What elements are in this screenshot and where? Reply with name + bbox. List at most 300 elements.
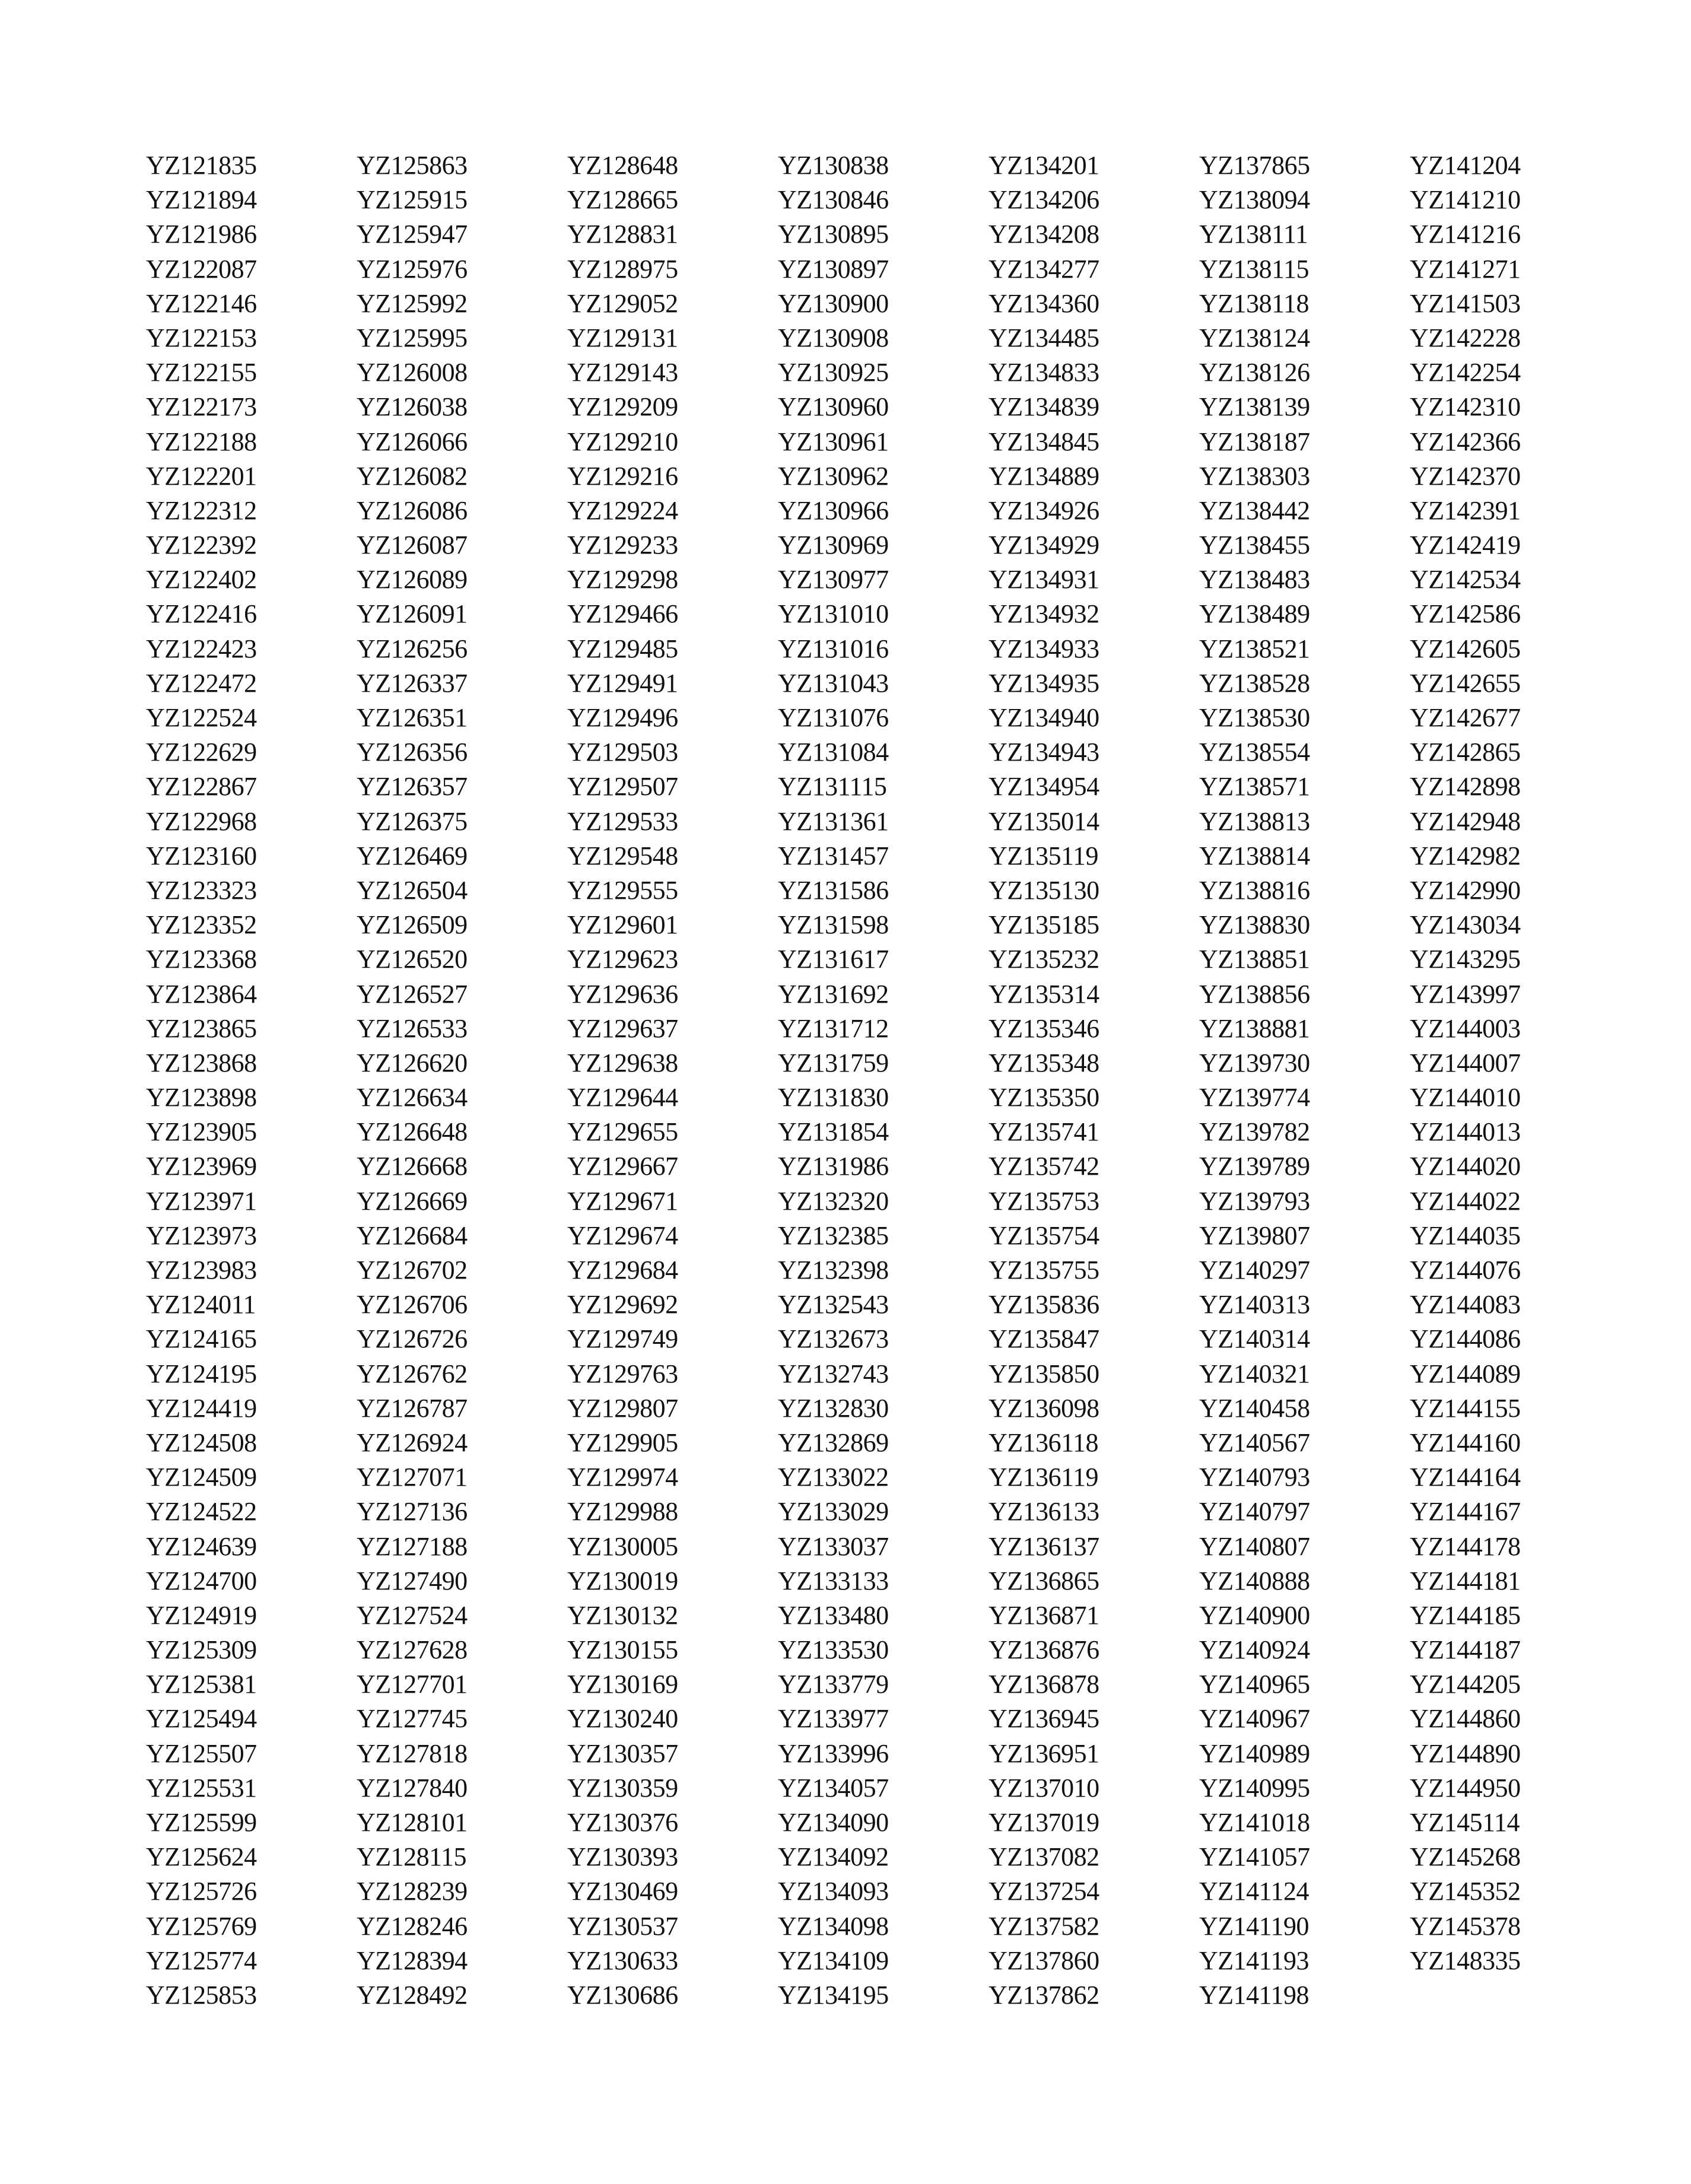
id-entry: YZ129988 [567, 1497, 678, 1527]
id-entry: YZ141503 [1410, 288, 1521, 318]
id-entry: YZ131457 [778, 841, 889, 870]
id-entry: YZ127136 [357, 1497, 468, 1527]
id-entry: YZ125863 [357, 151, 468, 180]
id-entry: YZ122629 [146, 737, 257, 767]
id-entry: YZ129503 [567, 737, 678, 767]
id-entry: YZ131076 [778, 703, 889, 732]
id-entry: YZ142677 [1410, 703, 1521, 732]
id-entry: YZ141216 [1410, 220, 1521, 249]
id-entry: YZ144205 [1410, 1670, 1521, 1699]
id-entry: YZ134201 [988, 151, 1099, 180]
id-entry: YZ135350 [988, 1083, 1099, 1112]
id-entry: YZ140965 [1199, 1670, 1310, 1699]
id-entry: YZ141190 [1199, 1911, 1309, 1941]
id-entry: YZ130838 [778, 151, 889, 180]
id-entry: YZ122392 [146, 530, 257, 560]
id-entry: YZ139774 [1199, 1083, 1310, 1112]
id-entry: YZ138571 [1199, 772, 1310, 802]
id-entry: YZ129905 [567, 1428, 678, 1457]
id-entry: YZ134485 [988, 323, 1099, 352]
id-entry: YZ148335 [1410, 1945, 1521, 1975]
id-entry: YZ134195 [778, 1980, 889, 2010]
id-column-1 [142, 148, 353, 2013]
id-entry: YZ135850 [988, 1359, 1099, 1388]
id-entry: YZ144010 [1410, 1083, 1521, 1112]
id-entry: YZ140458 [1199, 1393, 1310, 1423]
id-entry: YZ129298 [567, 565, 678, 595]
id-entry: YZ138483 [1199, 565, 1310, 595]
id-entry: YZ126520 [357, 945, 468, 974]
id-entry: YZ134935 [988, 668, 1099, 698]
id-entry: YZ126337 [357, 668, 468, 698]
id-entry: YZ124639 [146, 1531, 257, 1561]
id-entry: YZ132830 [778, 1393, 889, 1423]
id-entry: YZ141018 [1199, 1808, 1310, 1837]
id-entry: YZ142254 [1410, 358, 1521, 387]
id-entry: YZ130966 [778, 495, 889, 525]
id-entry: YZ129638 [567, 1048, 678, 1077]
id-entry: YZ129052 [567, 288, 678, 318]
id-entry: YZ126527 [357, 979, 468, 1009]
id-entry: YZ130155 [567, 1635, 678, 1665]
id-entry: YZ130962 [778, 461, 889, 491]
id-entry: YZ129485 [567, 634, 678, 663]
id-entry: YZ142865 [1410, 737, 1521, 767]
id-entry: YZ137254 [988, 1877, 1099, 1906]
id-entry: YZ130537 [567, 1911, 678, 1941]
id-entry: YZ144950 [1410, 1773, 1521, 1802]
id-entry: YZ140989 [1199, 1738, 1310, 1768]
id-entry: YZ134943 [988, 737, 1099, 767]
id-entry: YZ126008 [357, 358, 468, 387]
id-entry: YZ135836 [988, 1290, 1099, 1320]
id-entry: YZ131043 [778, 668, 889, 698]
id-entry: YZ138118 [1199, 288, 1309, 318]
id-entry: YZ140900 [1199, 1600, 1310, 1630]
id-entry: YZ141124 [1199, 1877, 1309, 1906]
id-entry: YZ130908 [778, 323, 889, 352]
id-entry: YZ125726 [146, 1877, 257, 1906]
id-entry: YZ124419 [146, 1393, 257, 1423]
id-entry: YZ144160 [1410, 1428, 1521, 1457]
id-entry: YZ126533 [357, 1013, 468, 1043]
id-entry: YZ142391 [1410, 495, 1521, 525]
id-entry: YZ131986 [778, 1152, 889, 1181]
id-entry: YZ123969 [146, 1152, 257, 1181]
id-entry: YZ130969 [778, 530, 889, 560]
id-column-4 [774, 148, 985, 2013]
id-entry: YZ130005 [567, 1531, 678, 1561]
id-entry: YZ129131 [567, 323, 678, 352]
id-entry: YZ134931 [988, 565, 1099, 595]
id-entry: YZ138111 [1199, 220, 1308, 249]
id-column-6 [1196, 148, 1406, 2013]
id-entry: YZ131692 [778, 979, 889, 1009]
id-entry: YZ144178 [1410, 1531, 1521, 1561]
id-entry: YZ142990 [1410, 875, 1521, 905]
id-entry: YZ137860 [988, 1945, 1099, 1975]
id-entry: YZ123352 [146, 910, 257, 940]
id-entry: YZ134109 [778, 1945, 889, 1975]
id-entry: YZ142366 [1410, 427, 1521, 456]
id-entry: YZ138851 [1199, 945, 1310, 974]
id-entry: YZ129533 [567, 806, 678, 836]
id-entry: YZ134057 [778, 1773, 889, 1802]
id-entry: YZ144086 [1410, 1324, 1521, 1354]
id-entry: YZ140321 [1199, 1359, 1310, 1388]
id-entry: YZ133977 [778, 1704, 889, 1734]
id-entry: YZ122968 [146, 806, 257, 836]
id-entry: YZ134932 [988, 599, 1099, 629]
id-column-5 [985, 148, 1196, 2013]
id-entry: YZ122087 [146, 254, 257, 284]
id-list-grid [142, 148, 1555, 2013]
id-entry: YZ138881 [1199, 1013, 1310, 1043]
id-entry: YZ138813 [1199, 806, 1310, 836]
id-entry: YZ134208 [988, 220, 1099, 249]
id-entry: YZ129637 [567, 1013, 678, 1043]
id-entry: YZ134954 [988, 772, 1099, 802]
id-entry: YZ124919 [146, 1600, 257, 1630]
id-entry: YZ144035 [1410, 1220, 1521, 1250]
id-entry: YZ126762 [357, 1359, 468, 1388]
id-entry: YZ135742 [988, 1152, 1099, 1181]
id-entry: YZ144003 [1410, 1013, 1521, 1043]
id-entry: YZ132385 [778, 1220, 889, 1250]
id-entry: YZ131854 [778, 1117, 889, 1147]
id-entry: YZ123905 [146, 1117, 257, 1147]
id-entry: YZ123973 [146, 1220, 257, 1250]
id-entry: YZ124508 [146, 1428, 257, 1457]
id-entry: YZ138814 [1199, 841, 1310, 870]
id-entry: YZ135753 [988, 1186, 1099, 1216]
id-entry: YZ126256 [357, 634, 468, 663]
id-entry: YZ144185 [1410, 1600, 1521, 1630]
id-entry: YZ142982 [1410, 841, 1521, 870]
id-entry: YZ134933 [988, 634, 1099, 663]
id-entry: YZ125853 [146, 1980, 257, 2010]
id-entry: YZ131115 [778, 772, 887, 802]
id-entry: YZ145114 [1410, 1808, 1520, 1837]
id-entry: YZ129671 [567, 1186, 678, 1216]
id-entry: YZ126634 [357, 1083, 468, 1112]
id-entry: YZ128115 [357, 1842, 467, 1872]
id-entry: YZ129807 [567, 1393, 678, 1423]
id-entry: YZ131586 [778, 875, 889, 905]
id-entry: YZ125915 [357, 185, 468, 215]
id-entry: YZ138554 [1199, 737, 1310, 767]
id-entry: YZ130961 [778, 427, 889, 456]
id-entry: YZ125381 [146, 1670, 257, 1699]
id-entry: YZ129224 [567, 495, 678, 525]
id-entry: YZ137862 [988, 1980, 1099, 2010]
id-entry: YZ137582 [988, 1911, 1099, 1941]
id-entry: YZ122146 [146, 288, 257, 318]
id-entry: YZ128246 [357, 1911, 468, 1941]
id-entry: YZ133779 [778, 1670, 889, 1699]
id-entry: YZ142948 [1410, 806, 1521, 836]
id-entry: YZ126082 [357, 461, 468, 491]
id-entry: YZ123368 [146, 945, 257, 974]
id-entry: YZ131361 [778, 806, 889, 836]
id-entry: YZ135741 [988, 1117, 1099, 1147]
id-entry: YZ134940 [988, 703, 1099, 732]
id-entry: YZ124700 [146, 1566, 257, 1595]
id-entry: YZ138139 [1199, 392, 1310, 422]
id-entry: YZ136137 [988, 1531, 1099, 1561]
id-entry: YZ135232 [988, 945, 1099, 974]
id-entry: YZ138126 [1199, 358, 1310, 387]
id-entry: YZ133996 [778, 1738, 889, 1768]
id-entry: YZ127524 [357, 1600, 468, 1630]
id-entry: YZ140924 [1199, 1635, 1310, 1665]
id-entry: YZ133530 [778, 1635, 889, 1665]
id-entry: YZ134360 [988, 288, 1099, 318]
id-entry: YZ144022 [1410, 1186, 1521, 1216]
id-entry: YZ131712 [778, 1013, 889, 1043]
id-entry: YZ145378 [1410, 1911, 1521, 1941]
id-entry: YZ122188 [146, 427, 257, 456]
id-entry: YZ132320 [778, 1186, 889, 1216]
id-entry: YZ126504 [357, 875, 468, 905]
id-entry: YZ125599 [146, 1808, 257, 1837]
id-entry: YZ125494 [146, 1704, 257, 1734]
id-entry: YZ138528 [1199, 668, 1310, 698]
id-entry: YZ135014 [988, 806, 1099, 836]
id-column-3 [564, 148, 774, 2013]
id-entry: YZ134093 [778, 1877, 889, 1906]
id-entry: YZ133480 [778, 1600, 889, 1630]
id-entry: YZ126357 [357, 772, 468, 802]
id-entry: YZ144187 [1410, 1635, 1521, 1665]
id-entry: YZ142534 [1410, 565, 1521, 595]
id-entry: YZ141204 [1410, 151, 1521, 180]
id-entry: YZ142228 [1410, 323, 1521, 352]
id-entry: YZ126087 [357, 530, 468, 560]
id-entry: YZ129655 [567, 1117, 678, 1147]
id-entry: YZ126726 [357, 1324, 468, 1354]
id-entry: YZ129496 [567, 703, 678, 732]
id-entry: YZ141210 [1410, 185, 1521, 215]
id-entry: YZ129210 [567, 427, 678, 456]
id-entry: YZ140888 [1199, 1566, 1310, 1595]
id-entry: YZ134277 [988, 254, 1099, 284]
id-entry: YZ134092 [778, 1842, 889, 1872]
id-entry: YZ122423 [146, 634, 257, 663]
id-entry: YZ121986 [146, 220, 257, 249]
id-entry: YZ133037 [778, 1531, 889, 1561]
id-entry: YZ138856 [1199, 979, 1310, 1009]
id-entry: YZ121835 [146, 151, 257, 180]
id-entry: YZ130895 [778, 220, 889, 249]
id-entry: YZ130469 [567, 1877, 678, 1906]
id-column-2 [353, 148, 564, 2013]
id-entry: YZ126038 [357, 392, 468, 422]
id-entry: YZ130357 [567, 1738, 678, 1768]
id-entry: YZ123971 [146, 1186, 257, 1216]
id-entry: YZ126702 [357, 1255, 468, 1285]
id-entry: YZ138115 [1199, 254, 1309, 284]
id-entry: YZ145268 [1410, 1842, 1521, 1872]
id-entry: YZ129601 [567, 910, 678, 940]
id-entry: YZ124195 [146, 1359, 257, 1388]
id-entry: YZ129636 [567, 979, 678, 1009]
id-entry: YZ123323 [146, 875, 257, 905]
id-entry: YZ132743 [778, 1359, 889, 1388]
id-entry: YZ127818 [357, 1738, 468, 1768]
id-entry: YZ144181 [1410, 1566, 1521, 1595]
id-entry: YZ137865 [1199, 151, 1310, 180]
id-entry: YZ134206 [988, 185, 1099, 215]
id-entry: YZ130925 [778, 358, 889, 387]
id-entry: YZ129491 [567, 668, 678, 698]
id-entry: YZ136871 [988, 1600, 1099, 1630]
id-entry: YZ126669 [357, 1186, 468, 1216]
id-entry: YZ144167 [1410, 1497, 1521, 1527]
id-entry: YZ134929 [988, 530, 1099, 560]
id-entry: YZ134090 [778, 1808, 889, 1837]
id-entry: YZ136118 [988, 1428, 1099, 1457]
id-entry: YZ126924 [357, 1428, 468, 1457]
id-entry: YZ126668 [357, 1152, 468, 1181]
id-entry: YZ124011 [146, 1290, 256, 1320]
id-entry: YZ136878 [988, 1670, 1099, 1699]
id-entry: YZ143034 [1410, 910, 1521, 940]
id-entry: YZ132543 [778, 1290, 889, 1320]
id-entry: YZ125774 [146, 1945, 257, 1975]
id-entry: YZ142605 [1410, 634, 1521, 663]
id-entry: YZ132869 [778, 1428, 889, 1457]
id-entry: YZ127490 [357, 1566, 468, 1595]
id-entry: YZ144155 [1410, 1393, 1521, 1423]
id-entry: YZ128975 [567, 254, 678, 284]
id-entry: YZ129749 [567, 1324, 678, 1354]
id-entry: YZ126375 [357, 806, 468, 836]
id-entry: YZ134845 [988, 427, 1099, 456]
id-entry: YZ134839 [988, 392, 1099, 422]
id-entry: YZ128101 [357, 1808, 468, 1837]
id-entry: YZ131830 [778, 1083, 889, 1112]
id-entry: YZ125992 [357, 288, 468, 318]
id-entry: YZ135314 [988, 979, 1099, 1009]
id-entry: YZ130019 [567, 1566, 678, 1595]
id-entry: YZ127840 [357, 1773, 468, 1802]
id-entry: YZ136119 [988, 1463, 1099, 1492]
id-entry: YZ128665 [567, 185, 678, 215]
id-entry: YZ123898 [146, 1083, 257, 1112]
id-entry: YZ128831 [567, 220, 678, 249]
id-entry: YZ144007 [1410, 1048, 1521, 1077]
id-entry: YZ129216 [567, 461, 678, 491]
id-entry: YZ129667 [567, 1152, 678, 1181]
id-entry: YZ142310 [1410, 392, 1521, 422]
id-entry: YZ126648 [357, 1117, 468, 1147]
id-entry: YZ135755 [988, 1255, 1099, 1285]
id-entry: YZ130376 [567, 1808, 678, 1837]
id-entry: YZ126620 [357, 1048, 468, 1077]
id-entry: YZ129674 [567, 1220, 678, 1250]
id-entry: YZ139730 [1199, 1048, 1310, 1077]
id-entry: YZ144020 [1410, 1152, 1521, 1181]
id-entry: YZ131016 [778, 634, 889, 663]
id-entry: YZ127701 [357, 1670, 468, 1699]
id-entry: YZ122402 [146, 565, 257, 595]
id-entry: YZ130633 [567, 1945, 678, 1975]
id-entry: YZ138489 [1199, 599, 1310, 629]
id-entry: YZ128239 [357, 1877, 468, 1906]
id-entry: YZ130240 [567, 1704, 678, 1734]
id-entry: YZ132398 [778, 1255, 889, 1285]
id-entry: YZ132673 [778, 1324, 889, 1354]
id-entry: YZ139793 [1199, 1186, 1310, 1216]
id-entry: YZ140297 [1199, 1255, 1310, 1285]
id-entry: YZ123865 [146, 1013, 257, 1043]
id-entry: YZ129209 [567, 392, 678, 422]
id-entry: YZ130897 [778, 254, 889, 284]
id-entry: YZ140793 [1199, 1463, 1310, 1492]
id-entry: YZ122524 [146, 703, 257, 732]
id-entry: YZ130359 [567, 1773, 678, 1802]
id-entry: YZ137010 [988, 1773, 1099, 1802]
id-entry: YZ125769 [146, 1911, 257, 1941]
id-entry: YZ126091 [357, 599, 468, 629]
id-entry: YZ126086 [357, 495, 468, 525]
id-entry: YZ123864 [146, 979, 257, 1009]
id-entry: YZ129143 [567, 358, 678, 387]
id-entry: YZ125624 [146, 1842, 257, 1872]
id-entry: YZ137082 [988, 1842, 1099, 1872]
id-entry: YZ123868 [146, 1048, 257, 1077]
id-entry: YZ141193 [1199, 1945, 1309, 1975]
id-entry: YZ131084 [778, 737, 889, 767]
id-entry: YZ122155 [146, 358, 257, 387]
id-entry: YZ137019 [988, 1808, 1099, 1837]
id-entry: YZ129555 [567, 875, 678, 905]
id-entry: YZ129623 [567, 945, 678, 974]
id-entry: YZ136098 [988, 1393, 1099, 1423]
id-entry: YZ130977 [778, 565, 889, 595]
id-entry: YZ121894 [146, 185, 257, 215]
id-entry: YZ142586 [1410, 599, 1521, 629]
id-entry: YZ142655 [1410, 668, 1521, 698]
id-entry: YZ124522 [146, 1497, 257, 1527]
id-entry: YZ131617 [778, 945, 889, 974]
id-entry: YZ125976 [357, 254, 468, 284]
id-entry: YZ140314 [1199, 1324, 1310, 1354]
id-entry: YZ140967 [1199, 1704, 1310, 1734]
id-entry: YZ138816 [1199, 875, 1310, 905]
id-entry: YZ136133 [988, 1497, 1099, 1527]
id-entry: YZ135130 [988, 875, 1099, 905]
id-entry: YZ125947 [357, 220, 468, 249]
id-entry: YZ130686 [567, 1980, 678, 2010]
id-entry: YZ130169 [567, 1670, 678, 1699]
id-entry: YZ135185 [988, 910, 1099, 940]
id-entry: YZ127188 [357, 1531, 468, 1561]
id-entry: YZ134926 [988, 495, 1099, 525]
id-entry: YZ139807 [1199, 1220, 1310, 1250]
id-entry: YZ131010 [778, 599, 889, 629]
id-entry: YZ122201 [146, 461, 257, 491]
id-entry: YZ136945 [988, 1704, 1099, 1734]
id-entry: YZ122472 [146, 668, 257, 698]
id-entry: YZ138830 [1199, 910, 1310, 940]
id-entry: YZ144013 [1410, 1117, 1521, 1147]
id-entry: YZ136876 [988, 1635, 1099, 1665]
id-entry: YZ140995 [1199, 1773, 1310, 1802]
id-entry: YZ129684 [567, 1255, 678, 1285]
id-entry: YZ133133 [778, 1566, 889, 1595]
